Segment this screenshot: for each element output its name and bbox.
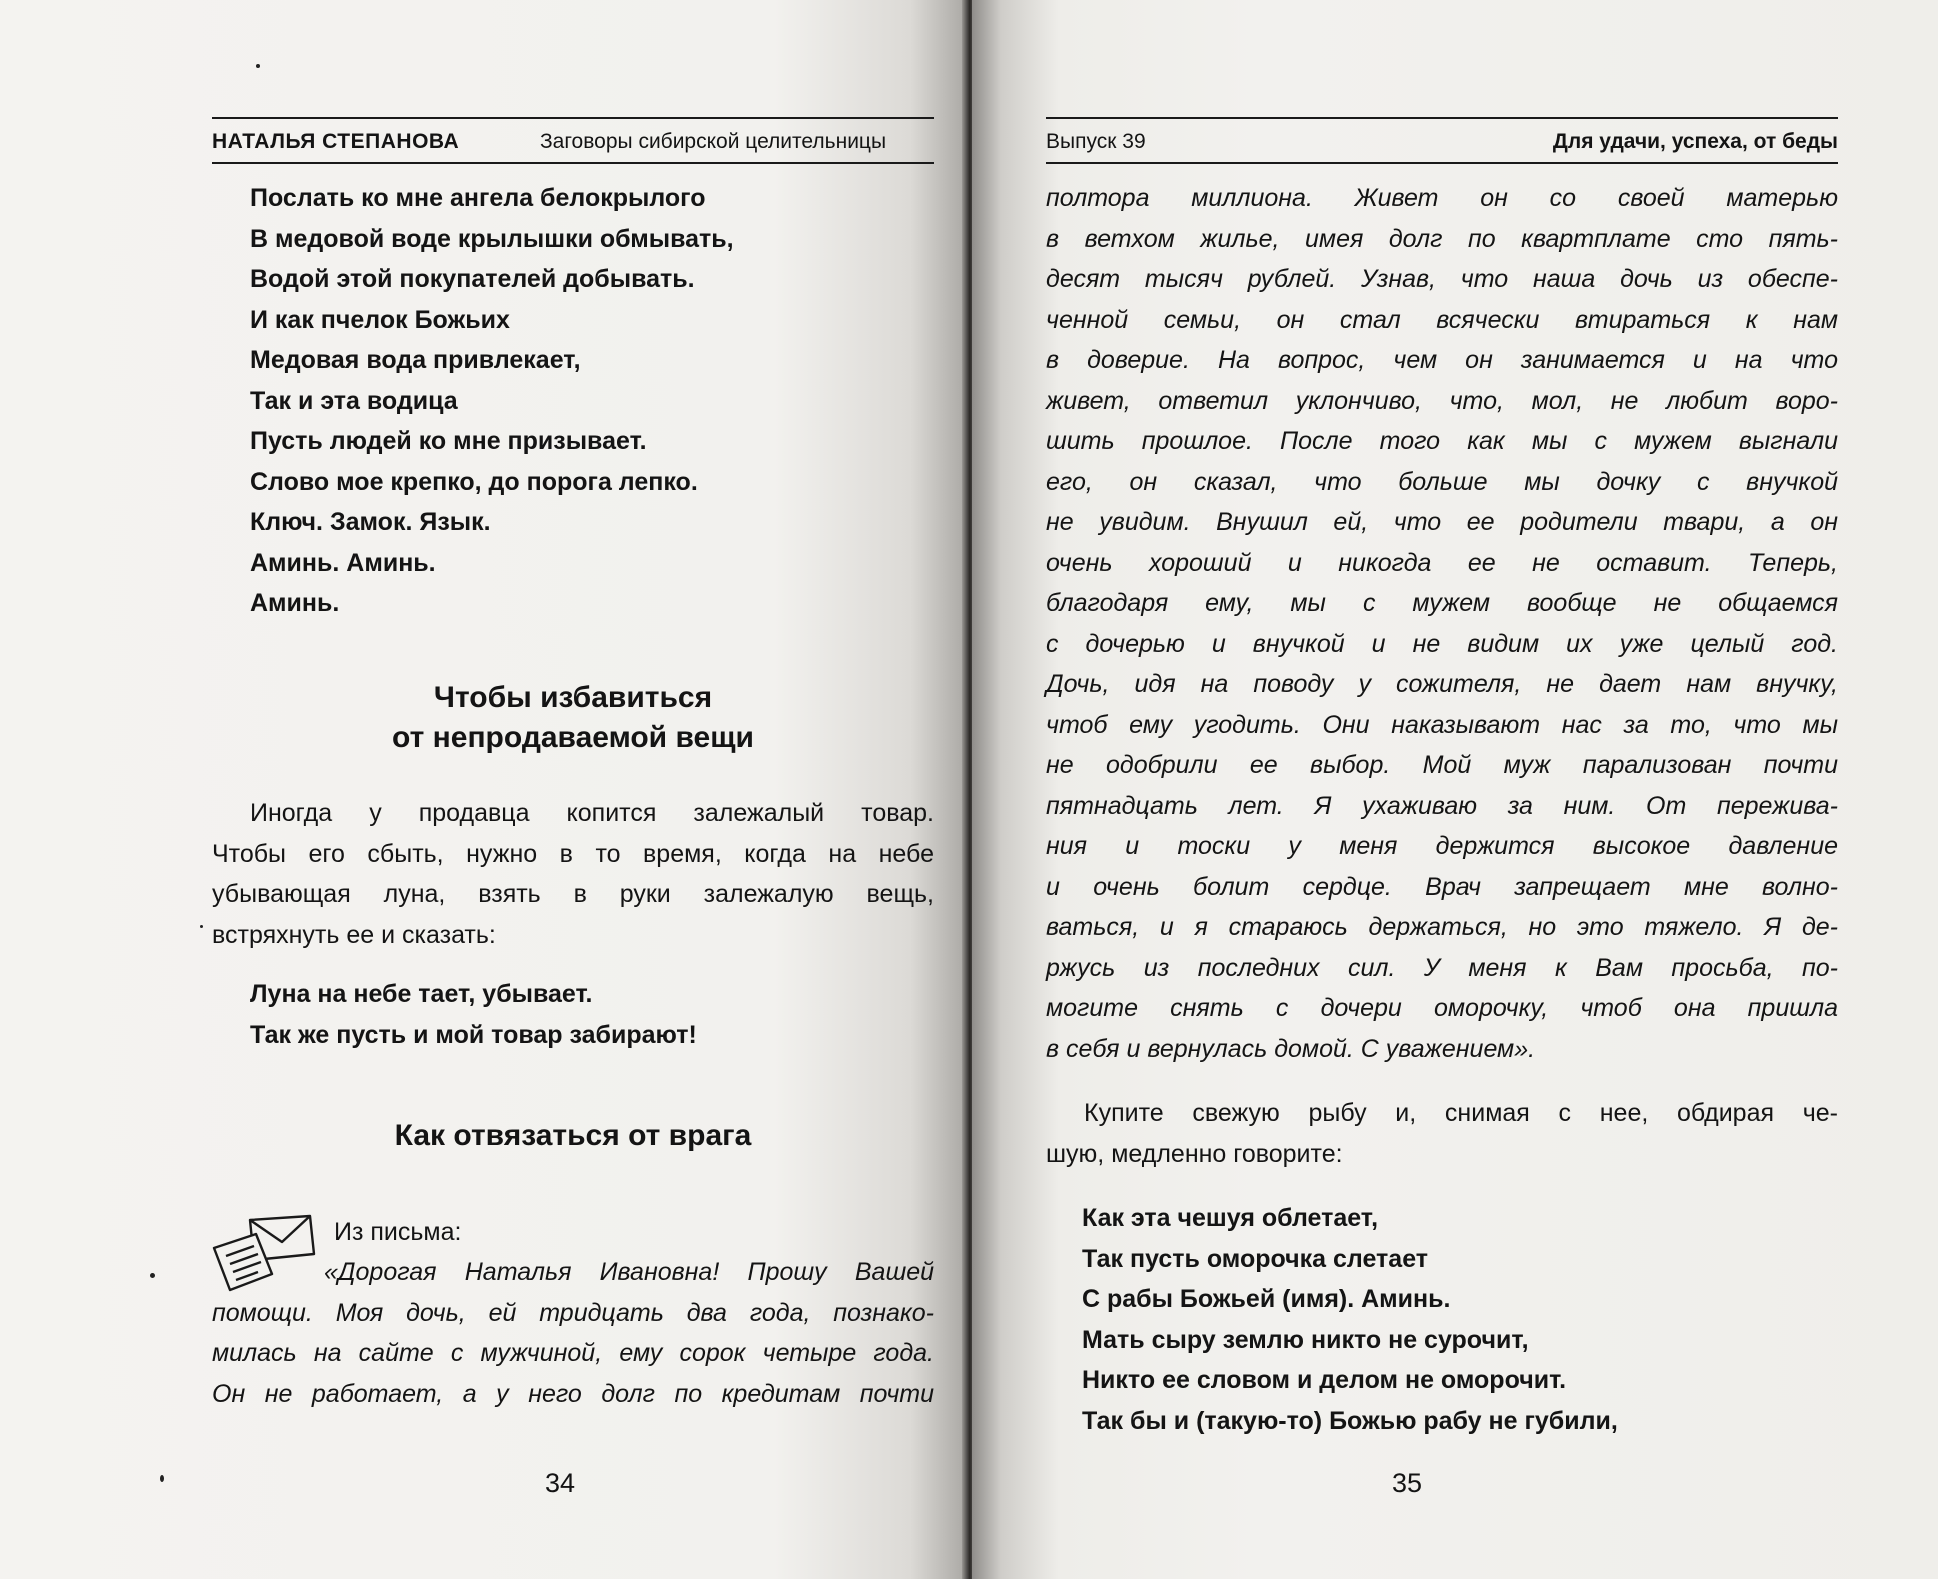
text-line: Так пусть оморочка слетает xyxy=(1082,1244,1429,1273)
text-line: «Дорогая Наталья Ивановна! Прошу Вашей xyxy=(324,1258,934,1286)
text-line: Купите свежую рыбу и, снимая с нее, обдирая че- xyxy=(1084,1099,1838,1127)
text-line: его, он сказал, что больше мы дочку с внучкой xyxy=(1046,467,1838,496)
text-line: С рабы Божьей (имя). Аминь. xyxy=(1082,1285,1451,1313)
text-line: чтоб ему угодить. Они наказывают нас за то, что мы xyxy=(1046,710,1838,739)
spell-continuation xyxy=(250,178,734,624)
fish-instruction xyxy=(1046,1093,1838,1174)
text-line: Так и эта водица xyxy=(250,386,458,415)
text-line: милась на сайте с мужчиной, ему сорок четыре года. xyxy=(212,1339,934,1367)
heading-line: Чтобы избавиться xyxy=(433,681,713,714)
header-bottom-rule xyxy=(1046,162,1838,164)
text-line: Водой этой покупателей добывать. xyxy=(250,265,695,293)
text-line: десят тысяч рублей. Узнав, что наша дочь из обеспе- xyxy=(1046,265,1838,293)
text-line: убывающая луна, взять в руки залежалую вещь, xyxy=(212,880,934,908)
text-line: в себя и вернулась домой. С уважением». xyxy=(1046,1034,1536,1063)
text-line: ваться, и я стараюсь держаться, но это тяжело. Я де- xyxy=(1046,913,1838,941)
text-line: пятнадцать лет. Я ухаживаю за ним. От пережива- xyxy=(1046,791,1838,820)
page-number-left: 34 xyxy=(545,1468,576,1498)
section1-spell xyxy=(250,974,697,1055)
text-line: Аминь. Аминь. xyxy=(250,548,436,577)
text-line: и очень болит сердце. Врач запрещает мне волно- xyxy=(1046,872,1838,901)
text-line: ченной семьи, он стал всячески втираться к нам xyxy=(1046,305,1838,334)
letter-text-continued xyxy=(1046,178,1838,1069)
print-speck xyxy=(256,64,260,68)
page-number-right: 35 xyxy=(1392,1468,1423,1498)
right-page xyxy=(972,0,1938,1579)
header-book-title: Заговоры сибирской целительницы xyxy=(540,130,887,153)
text-line: Слово мое крепко, до порога лепко. xyxy=(250,467,698,496)
text-line: Пусть людей ко мне призывает. xyxy=(250,427,647,455)
print-speck xyxy=(160,1475,164,1482)
text-line: не одобрили ее выбор. Мой муж парализован почти xyxy=(1046,751,1838,779)
text-line: Мать сыру землю никто не сурочит, xyxy=(1082,1325,1529,1354)
text-line: живет, ответил уклончиво, что, мол, не любит воро- xyxy=(1046,386,1838,415)
left-page xyxy=(0,0,968,1579)
text-line: Ключ. Замок. Язык. xyxy=(250,508,491,536)
heading-line: от непродаваемой вещи xyxy=(392,721,754,754)
header-section-title: Для удачи, успеха, от беды xyxy=(1552,130,1838,153)
text-line: В медовой воде крылышки обмывать, xyxy=(250,224,734,253)
text-line: Аминь. xyxy=(250,589,340,617)
text-line: шую, медленно говорите: xyxy=(1046,1139,1343,1168)
text-line: могите снять с дочери оморочку, чтоб она пришла xyxy=(1046,994,1838,1022)
text-line: Дочь, идя на поводу у сожителя, не дает нам внучку, xyxy=(1046,670,1838,698)
text-line: ржусь из последних сил. У меня к Вам просьба, по- xyxy=(1046,953,1838,982)
text-line: помощи. Моя дочь, ей тридцать два года, познако- xyxy=(212,1298,934,1327)
letter-text-start xyxy=(212,1252,934,1414)
letter-intro: Из письма: xyxy=(334,1218,462,1246)
text-line: полтора миллиона. Живет он со своей матерью xyxy=(1046,184,1838,212)
header-issue: Выпуск 39 xyxy=(1046,130,1146,153)
text-line: Так же пусть и мой товар забирают! xyxy=(250,1020,697,1049)
header-top-rule xyxy=(212,117,934,119)
text-line: Он не работает, а у него долг по кредитам почти xyxy=(212,1379,934,1408)
text-line: Луна на небе тает, убывает. xyxy=(250,980,593,1008)
header-author: НАТАЛЬЯ СТЕПАНОВА xyxy=(212,130,460,153)
text-line: в ветхом жилье, имея долг по квартплате сто пять- xyxy=(1046,224,1838,253)
header-top-rule xyxy=(1046,117,1838,119)
text-line: не увидим. Внушил ей, что ее родители твари, а он xyxy=(1046,508,1838,536)
text-line: Чтобы его сбыть, нужно в то время, когда на небе xyxy=(212,839,934,868)
print-speck xyxy=(150,1273,155,1278)
section-heading-unsold-item xyxy=(212,678,934,758)
text-line: Никто ее словом и делом не оморочит. xyxy=(1082,1366,1567,1394)
header-bottom-rule xyxy=(212,162,934,164)
section1-paragraph xyxy=(212,793,934,955)
text-line: И как пчелок Божьих xyxy=(250,305,510,334)
text-line: Послать ко мне ангела белокрылого xyxy=(250,184,706,212)
text-line: шить прошлое. После того как мы с мужем выгнали xyxy=(1046,427,1838,455)
text-line: Как эта чешуя облетает, xyxy=(1082,1204,1379,1232)
text-line: ния и тоски у меня держится высокое давление xyxy=(1046,832,1838,860)
text-line: встряхнуть ее и сказать: xyxy=(212,920,496,949)
section-heading-enemy: Как отвязаться от врага xyxy=(394,1119,752,1152)
text-line: в доверие. На вопрос, чем он занимается и на что xyxy=(1046,346,1838,374)
fish-spell xyxy=(1082,1198,1618,1441)
text-line: благодаря ему, мы с мужем вообще не общаемся xyxy=(1046,589,1838,617)
print-speck xyxy=(200,925,203,928)
text-line: очень хороший и никогда ее не оставит. Теперь, xyxy=(1046,548,1838,577)
text-line: Так бы и (такую-то) Божью рабу не губили, xyxy=(1082,1406,1618,1435)
text-line: Иногда у продавца копится залежалый товар. xyxy=(250,799,934,827)
text-line: Медовая вода привлекает, xyxy=(250,346,581,374)
text-line: с дочерью и внучкой и не видим их уже целый год. xyxy=(1046,629,1838,658)
